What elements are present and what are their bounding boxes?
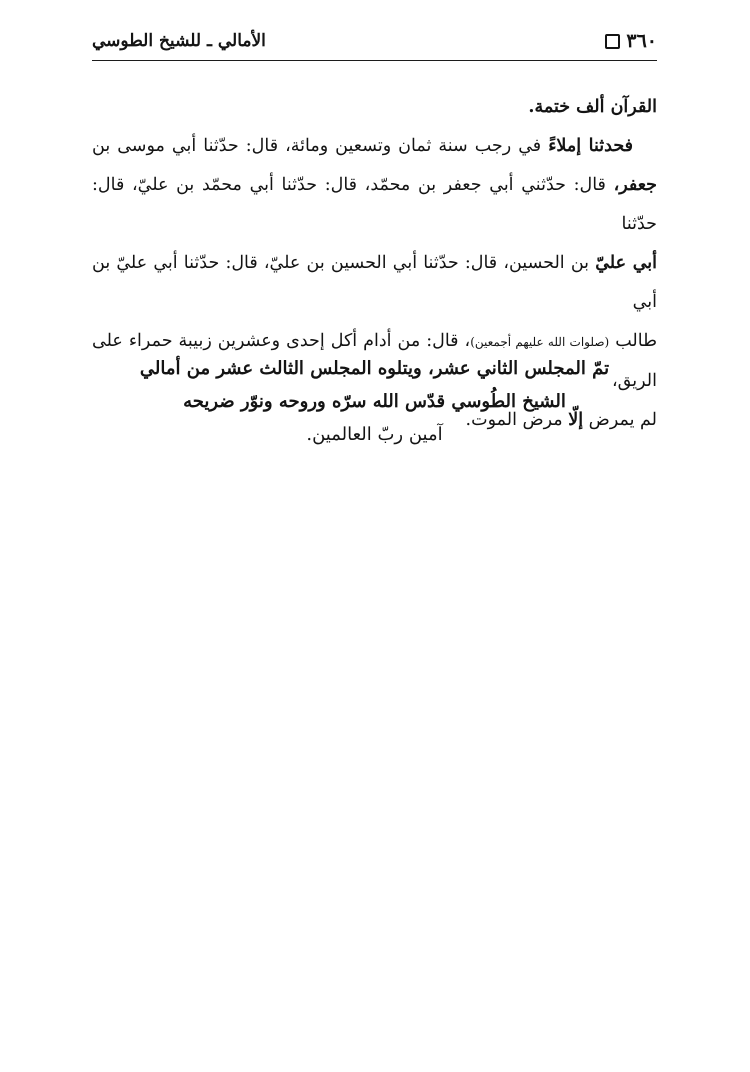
colophon-line-2: الشيخ الطُوسي قدّس الله سرّه وروحه ونوّر ضريحه [183, 391, 566, 412]
colophon-line-1: تمّ المجلس الثاني عشر، ويتلوه المجلس الثالث عشر من أمالي [139, 358, 610, 379]
page-header [92, 26, 657, 61]
text-line [92, 244, 657, 322]
running-title: الأمالي ـ للشيخ الطوسي [92, 31, 266, 51]
text-run: في رجب سنة ثمان وتسعين ومائة، قال: حدّثنا أبي موسى بن [92, 136, 549, 156]
paragraph-1 [92, 88, 657, 127]
text-run: مرض الموت. [465, 410, 569, 430]
bold-text: جعفر، [613, 175, 657, 195]
text-run: بن الحسين، قال: حدّثنا أبي الحسين بن عليّ، قال: حدّثنا أبي عليّ بن أبي [92, 253, 657, 312]
page-number-group [605, 30, 657, 52]
text-run: قال: حدّثني أبي جعفر بن محمّد، قال: حدّثنا أبي محمّد بن عليّ، قال: حدّثنا [92, 175, 657, 234]
colophon-line-3: آمين ربّ العالمين. [306, 424, 443, 445]
honorific-note: (صلوات الله عليهم أجمعين) [470, 335, 610, 349]
text-line [92, 127, 657, 166]
bold-text: إلّا [568, 410, 584, 430]
bold-text: فحدثنا إملاءً [548, 136, 633, 156]
square-ornament-icon [605, 34, 620, 49]
text-run: ، قال: من أدام أكل إحدى وعشرين زبيبة حمراء على الريق، [92, 331, 657, 391]
text-line [92, 166, 657, 244]
page-number: ٣٦٠ [626, 30, 657, 52]
bold-text: أبي عليّ [595, 253, 658, 273]
text-run: لم يمرض [583, 410, 657, 430]
colophon [92, 352, 657, 451]
text-line: القرآن ألف ختمة. [528, 97, 657, 117]
text-run: طالب [609, 331, 657, 351]
